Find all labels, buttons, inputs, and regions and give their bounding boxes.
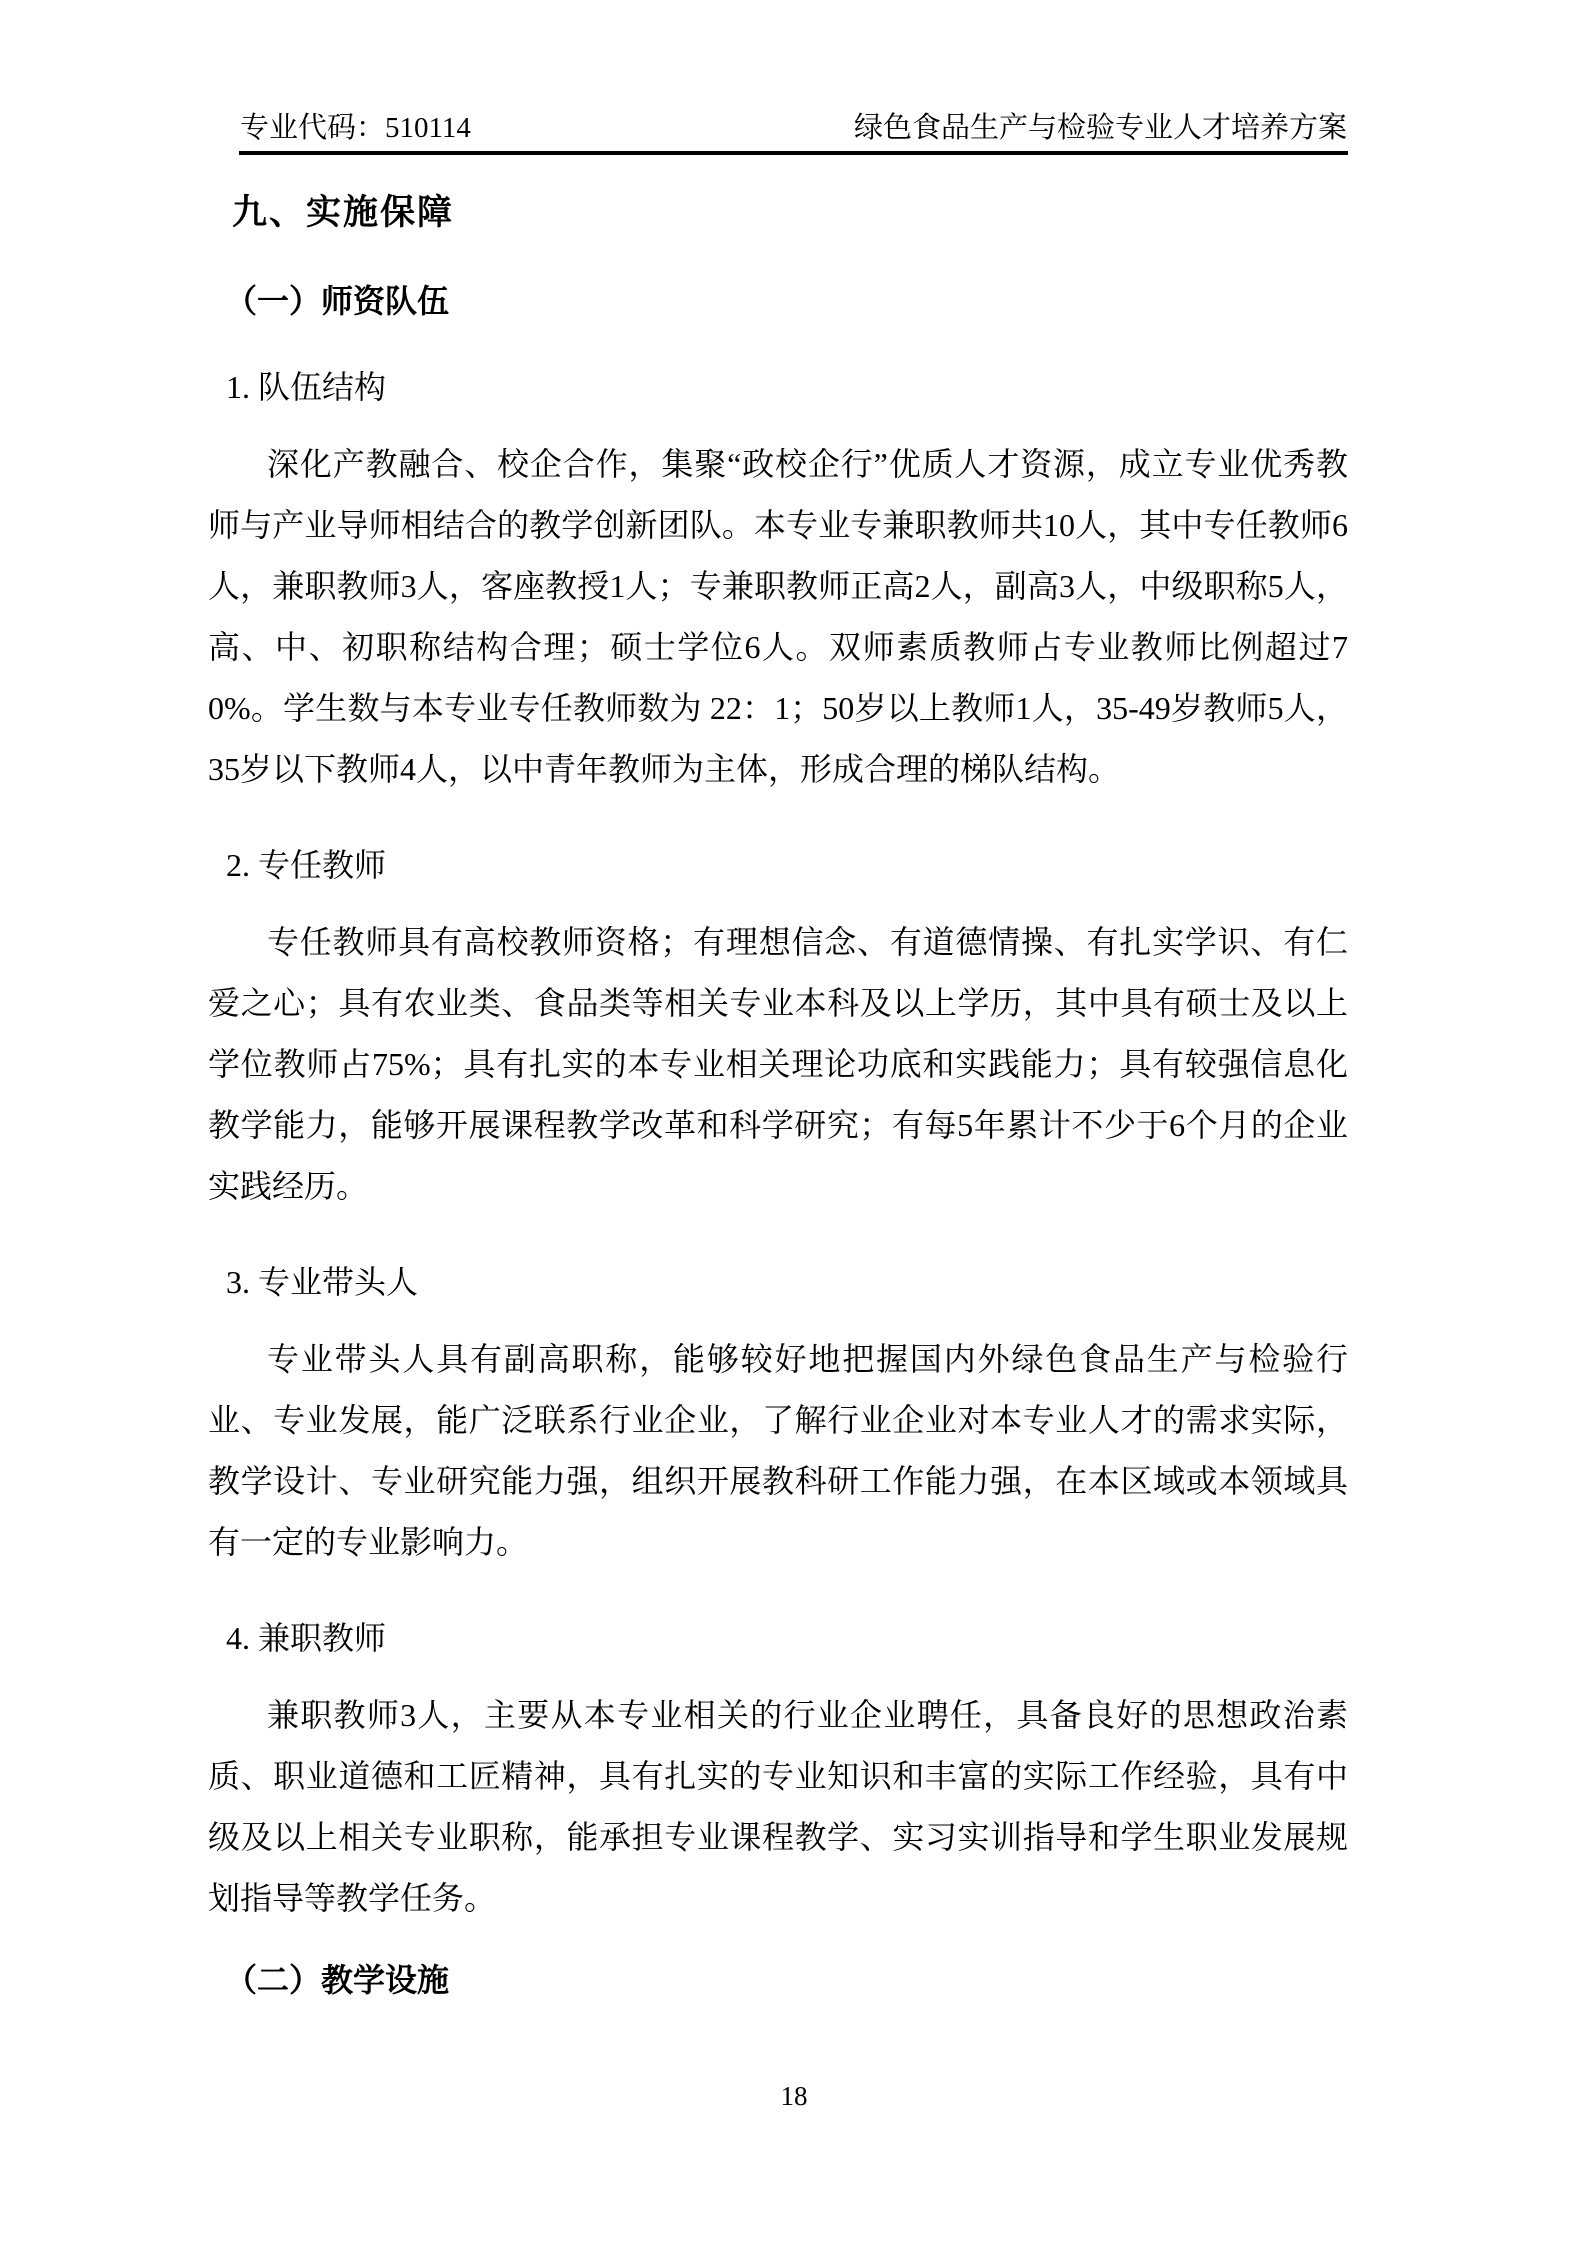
header-document-name: 绿色食品生产与检验专业人才培养方案: [853, 112, 1347, 144]
page-number: 18: [780, 2081, 808, 2111]
paragraph-fulltime-teachers: 专任教师具有高校教师资格；有理想信念、有道德情操、有扎实学识、有仁爱之心；具有农业类、食品类等相关专业本科及以上学历，其中具有硕士及以上学位教师占75%；具有扎实的本专业相关理论功底和实践能力；具有较强信息化教学能力，能够开展课程教学改革和科学研究；有每5年累计不少于6个月的企业实践经历。: [208, 924, 1348, 1204]
header-major-code: 专业代码：510114: [240, 112, 471, 144]
paragraph-team-structure: 深化产教融合、校企合作，集聚“政校企行”优质人才资源，成立专业优秀教师与产业导师相结合的教学创新团队。本专业专兼职教师共10人，其中专任教师6人，兼职教师3人，客座教授1人；专兼职教师正高2人，副高3人，中级职称5人，高、中、初职称结构合理；硕士学位6人。双师素质教师占专业教师比例超过70%。学生数与本专业专任教师数为 22：1；50岁以上教师1人，35-49岁教师5人，35岁以下教师4人，以中青年教师为主体，形成合理的梯队结构。: [208, 446, 1348, 787]
subsection-heading-parttime-teachers: 4. 兼职教师: [226, 1620, 387, 1656]
section-heading-teaching-facilities: （二）教学设施: [225, 1962, 450, 1998]
subsection-heading-team-structure: 1. 队伍结构: [226, 369, 387, 405]
paragraph-parttime-teachers: 兼职教师3人，主要从本专业相关的行业企业聘任，具备良好的思想政治素质、职业道德和工匠精神，具有扎实的专业知识和丰富的实际工作经验，具有中级及以上相关专业职称，能承担专业课程教学、实习实训指导和学生职业发展规划指导等教学任务。: [208, 1697, 1348, 1916]
subsection-heading-fulltime-teachers: 2. 专任教师: [226, 847, 387, 883]
section-heading-faculty-team: （一）师资队伍: [225, 283, 450, 319]
subsection-heading-program-leader: 3. 专业带头人: [226, 1264, 419, 1300]
paragraph-program-leader: 专业带头人具有副高职称，能够较好地把握国内外绿色食品生产与检验行业、专业发展，能广泛联系行业企业，了解行业企业对本专业人才的需求实际，教学设计、专业研究能力强，组织开展教科研工作能力强，在本区域或本领域具有一定的专业影响力。: [208, 1341, 1348, 1560]
document-body: [208, 0, 1348, 2001]
chapter-title: 九、实施保障: [232, 193, 455, 232]
